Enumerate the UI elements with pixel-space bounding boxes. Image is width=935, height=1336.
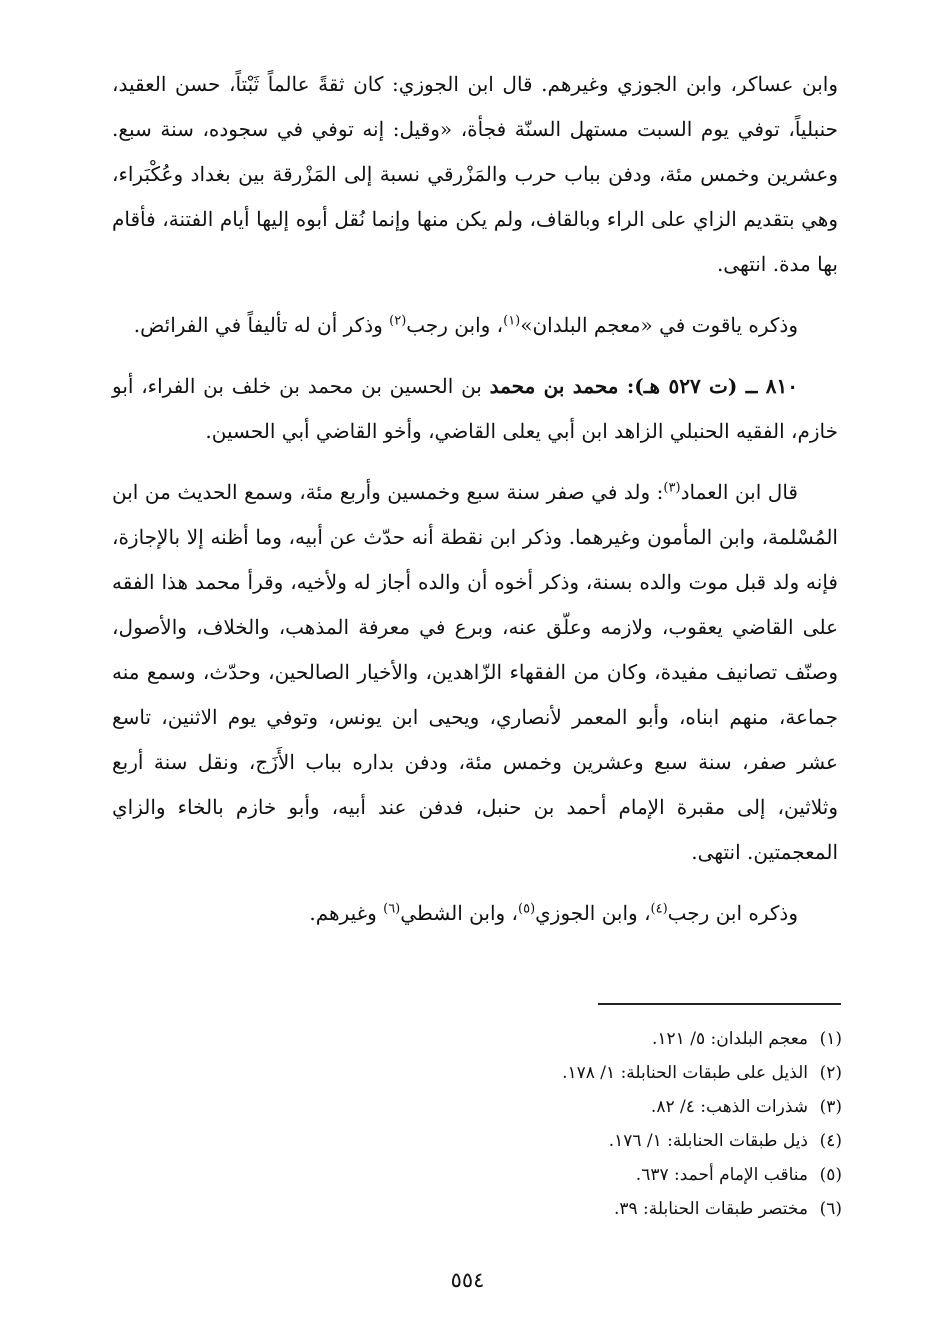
- footnote-ref-1: (١): [503, 313, 521, 329]
- paragraph-1: [112, 62, 838, 287]
- paragraph-5-text-b: ، وابن الجوزي: [535, 901, 651, 925]
- paragraph-1-text: وابن عساكر، وابن الجوزي وغيرهم. قال ابن الجوزي: كان ثقةً عالماً ثَبْتاً، حسن العقيد، حنبلياً، توفي يوم السبت مستهل السنّة فجأة، «وقيل: إنه توفي في سجوده، سنة سبع. وعشرين وخمس مئة، ودفن بباب حرب والمَزْرقي نسبة إلى المَزْرقة بين بغداد وعُكْبَراء، وهي بتقديم الزاي على الراء وبالقاف، ولم يكن منها وإنما نُقل أبوه إليها أيام الفتنة، فأقام بها مدة. انتهى.: [112, 72, 838, 276]
- footnote-number: (٥): [819, 1165, 842, 1185]
- paragraph-5: [112, 891, 838, 936]
- footnote-text: مختصر طبقات الحنابلة: ٣٩.: [613, 1199, 808, 1219]
- footnote-number: (٣): [819, 1097, 842, 1117]
- footnote-item: [112, 1158, 842, 1192]
- paragraph-4-text-a: قال ابن العماد: [680, 480, 798, 504]
- footnote-item: [112, 1056, 842, 1090]
- footnote-item: [112, 1192, 842, 1226]
- footnote-number: (٦): [819, 1199, 842, 1219]
- footnote-item: [112, 1124, 842, 1158]
- footnote-text: معجم البلدان: ٥/ ١٢١.: [651, 1029, 808, 1049]
- footnote-number: (٢): [819, 1063, 842, 1083]
- paragraph-2-text-c: وذكر أن له تأليفاً في الفرائض.: [133, 313, 390, 337]
- entry-title: ٨١٠ ــ (ت ٥٢٧ هـ): محمد بن محمد: [489, 374, 798, 398]
- footnote-number: (١): [819, 1029, 842, 1049]
- main-text: [112, 62, 838, 952]
- paragraph-5-text-a: وذكره ابن رجب: [667, 901, 798, 925]
- footnote-ref-2: (٢): [389, 313, 407, 329]
- page-number: ٥٥٤: [450, 1268, 485, 1292]
- footnote-text: ذيل طبقات الحنابلة: ١/ ١٧٦.: [608, 1131, 808, 1151]
- footnote-ref-3: (٣): [663, 480, 681, 496]
- paragraph-5-text-c: ، وابن الشطي: [400, 901, 518, 925]
- paragraph-5-text-d: وغيرهم.: [309, 901, 384, 925]
- footnote-ref-6: (٦): [383, 901, 401, 917]
- footnote-ref-4: (٤): [650, 901, 668, 917]
- footnote-item: [112, 1022, 842, 1056]
- footnote-separator: [598, 1003, 841, 1005]
- footnote-item: [112, 1090, 842, 1124]
- paragraph-4-text-b: : ولد في صفر سنة سبع وخمسين وأربع مئة، وسمع الحديث من ابن المُسْلمة، وابن المأمون وغيرهما. وذكر ابن نقطة أنه حدّث عن أبيه، وما أظنه إلا بالإجازة، فإنه ولد قبل موت والده بسنة، وذكر أخوه أن والده أجاز له ولأخيه، وقرأ محمد هذا الفقه على القاضي يعقوب، ولازمه وعلّق عنه، وبرع في معرفة المذهب، والخلاف، والأصول، وصنّف تصانيف مفيدة، وكان من الفقهاء الزّاهدين، والأخيار الصالحين، وحدّث، وسمع منه جماعة، منهم ابناه، وأبو المعمر لأنصاري، ويحيى ابن يونس، وتوفي يوم الاثنين، تاسع عشر صفر، سنة سبع وعشرين وخمس مئة، ودفن بداره بباب الأَزَج، ونقل سنة أربع وثلاثين، إلى مقبرة الإمام أحمد بن حنبل، فدفن عند أبيه، وأبو خازم بالخاء والزاي المعجمتين. انتهى.: [112, 480, 838, 864]
- entry-810: [112, 364, 838, 454]
- paragraph-2-text-b: ، وابن رجب: [406, 313, 504, 337]
- entry-text: بن الحسين بن محمد بن خلف بن الفراء، أبو خازم، الفقيه الحنبلي الزاهد ابن أبي يعلى القاضي، وأخو القاضي أبي الحسين.: [112, 374, 838, 443]
- footnote-text: الذيل على طبقات الحنابلة: ١/ ١٧٨.: [562, 1063, 808, 1083]
- footnote-text: مناقب الإمام أحمد: ٦٣٧.: [635, 1165, 808, 1185]
- footnote-ref-5: (٥): [518, 901, 536, 917]
- footnotes-list: [112, 1022, 842, 1226]
- paragraph-2-text-a: وذكره ياقوت في «معجم البلدان»: [520, 313, 798, 337]
- footnote-text: شذرات الذهب: ٤/ ٨٢.: [650, 1097, 808, 1117]
- footnote-number: (٤): [819, 1131, 842, 1151]
- paragraph-4: [112, 470, 838, 875]
- paragraph-2: [112, 303, 838, 348]
